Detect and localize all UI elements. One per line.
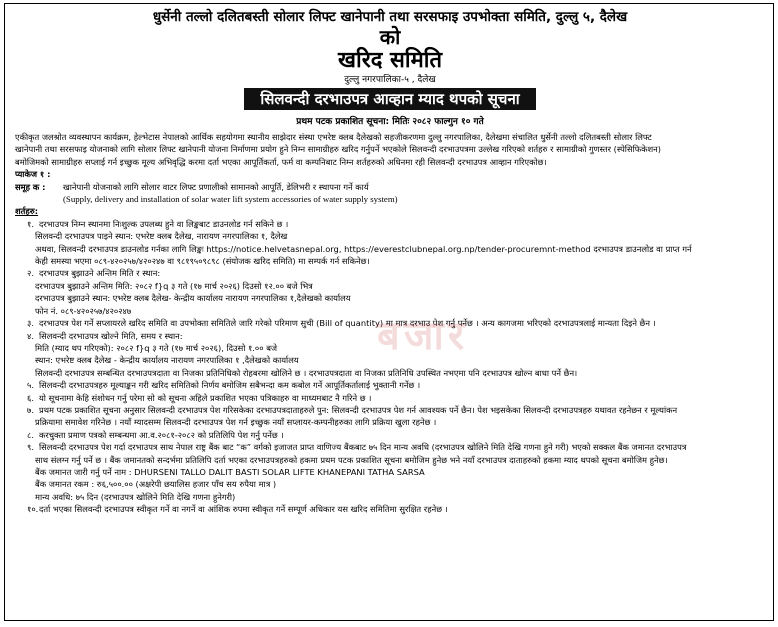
intro-line: खानेपानी तथा सरसफाइ योजनाको लागि सोलार लिफ्ट खानेपानी योजना निर्माणमा प्रयोग हुने निम्न सामाग्रीहरु खरिद गर्नुपर्ने भएकोले सिलवन्दी दरभाउपत्रमा उल्लेख गरिएको शर्तहरु र सामाग्रीको गुणस्तर (स्पेसिफिकेशन) (15, 144, 661, 155)
term-number: १. (27, 218, 34, 229)
intro (15, 131, 765, 168)
term-text: सिलवन्दी दरभाउपत्र पेश गर्दा दरभाउपत्र साथ नेपाल राष्ट्र बैंक बाट “क” वर्गको इजाजत प्राप्त वाणिज्य बैंकबाट ७५ दिन मान्य अवधि (दरभाउपत्र खोलिने मिति देखि गणना हुने गरी) भएको सक्कल बैंक जमानत दरभाउपत्र (39, 442, 687, 453)
term-number: ५. (27, 380, 34, 391)
term-number: २. (27, 268, 34, 279)
term-line: सिलवन्दी दरभाउपत्र सम्बन्धित दरभाउपत्रदाता वा निजका प्रतिनिधिको रोहबरमा खोलिने छ । दरभाउपत्रदाता वा निजका प्रतिनिधि उपस्थित नभएमा पनि दरभाउपत्र खोल्न बाधा पर्ने छैन। (35, 367, 578, 378)
term-line (15, 267, 765, 279)
package-title: प्याकेज १ : (15, 169, 51, 180)
term-line: केही समस्या भएमा ०८९-४२०२५७/४२०२४७ वा ९८१९५०९८९८ (संयोजक खरिद समिति) मा सम्पर्क गर्न सकिनेछ। (35, 256, 370, 267)
term-line (15, 503, 765, 515)
term-text: दरभाउपत्र बुझाउने अन्तिम मिति र स्थान: (39, 268, 161, 279)
term-text: यो सूचनामा केहि संशोधन गर्नु परेमा सो को सूचना अहिले प्रकाशित भएका पत्रिकाहरु वा माध्यमबाट नै गरिने छ । (39, 392, 372, 403)
intro-line: एकीकृत जलश्रोत व्यवस्थापन कार्यक्रम, हेल्भेटास नेपालको आर्थिक सहयोगमा स्थानीय साझेदार संस्था एभरेष्ट क्लब दैलेखको सहजीकरणमा दुल्लु नगरपालिका, दैलेखमा संचालित धुर्सेनी तल्लो दलितबस्ती सोलार लिफ्ट (15, 132, 652, 142)
term-line: स्थान: एभरेष्ट क्लब दैलेख - केन्द्रीय कार्यालय नारायण नगरपालिका १ ,दैलेखको कार्यालय (35, 355, 299, 366)
notice-banner: सिलवन्दी दरभाउपत्र आव्हान म्याद थपको सूचना (244, 88, 535, 110)
term-line: मिति (म्याद थप गरिएको): २०८२ f}q ३ गते (१७ मार्च २०२६), दिउसो १.०० बजे (35, 342, 278, 353)
term-line (15, 441, 765, 453)
term-number: १०. (27, 504, 39, 515)
term-line (15, 218, 765, 230)
first-publication: प्रथम पटक प्रकाशित सूचना: मितिः २०८२ फाल्गुन १० गते (296, 117, 484, 127)
terms-title: शर्तहरु: (15, 206, 39, 217)
term-number: ८. (27, 429, 34, 440)
term-line (15, 379, 765, 391)
org-title: धुर्सेनी तल्लो दलितबस्ती सोलार लिफ्ट खानेपानी तथा सरसफाइ उपभोक्ता समिति, दुल्लु ५, दैलेख (152, 9, 628, 25)
term-line: बैंक जमानत रकम : रु६,५००.०० (अक्षरेपी छयालिस हजार पाँच सय रुपैया मात्र ) (35, 479, 277, 490)
term-text: सिलवन्दी दरभाउपत्र खोल्ने मिति, समय र स्थान: (39, 330, 183, 341)
term-number: ९. (27, 442, 34, 453)
term-line (15, 392, 765, 404)
banner-wrap (15, 88, 765, 110)
term-text: दरभाउपत्र पेश गर्ने सप्लायरले खरिद समिति वा उपभोक्ता समितिले जारि गरेको परिमाण सुची (Bill of quantity) मा मात्र दरभाउ पेश गर्नु पर्नेछ । अन्य कागजमा भरिएको दरभाउपत्रलाई मान्यता दिइने छैन । (39, 318, 656, 329)
term-line (15, 429, 765, 441)
term-line: दरभाउपत्र बुझाउने अन्तिम मिति: २०८२ f}q ३ गते (१७ मार्च २०२६) दिउसो १२.०० बजे भित्र (35, 280, 313, 291)
term-text: करचुक्ता प्रमाण पत्रको सम्बन्धमा आ.व.२०८१-२०८२ को प्रतिलिपि पेश गर्नु पर्नेछ । (39, 429, 284, 440)
term-number: ३. (27, 318, 34, 329)
ko-line: को (379, 25, 401, 49)
notice-page (4, 3, 774, 621)
term-text: दर्ता भएका सिलवन्दी दरभाउपत्र स्वीकृत गर्ने वा नगर्ने वा आंशिक रुपमा स्वीकृत गर्ने सम्पूर्ण अधिकार यस खरिद समितिमा सुरक्षित रहनेछ । (39, 504, 448, 515)
watermark: बजार (377, 313, 469, 359)
term-line: सिलवन्दी दरभाउपत्र पाइने स्थान: एभरेष्ट क्लब दैलेख, नारायण नगरपालिका १, दैलेख (35, 231, 288, 242)
group-text: खानेपानी योजनाको लागि सोलार वाटर लिफ्ट प्रणालीको सामानको आपूर्ति, डेलिभरी र स्थापना गर्ने कार्य (63, 181, 369, 192)
terms-list (15, 218, 765, 516)
term-line: अथवा, सिलवन्दी दरभाउपत्र डाउनलोड गर्नका लागि लिङ्कः https://notice.helvetasnepal.org, https://everestclubnepal.org.np/tender-procuremnt-method दरभाउपत्र डाउनलोड वा प्राप्त गर्न (35, 243, 692, 254)
term-number: ६. (27, 392, 34, 403)
group-row (15, 181, 765, 193)
term-line: फोन नं. ०८९-४२०२५७/४२०२४७ (35, 305, 132, 316)
term-text: दरभाउपत्र निम्न स्थानमा निःशुल्क उपलब्ध हुने वा लिङ्कबाट डाउनलोड गर्न सकिने छ । (39, 218, 289, 229)
address: दुल्लु नगरपालिका-५ , दैलेख (344, 75, 436, 85)
committee-title: खरिद समिति (338, 48, 442, 73)
term-line (15, 404, 765, 416)
term-line: साथ संलग्न गर्नु पर्ने छ । बैंक जमानतको सन्दर्भमा प्रतिलिपि दर्ता भएका दरभाउपत्रहरुको हकमा प्रथम पटक प्रकाशित सूचना बमोजिम हुनेछ भने नयाँ दरभाउपत्र दाताहरुको हकमा म्याद थपको सूचना बमोजिम हुनेछ। (35, 454, 668, 465)
term-line: मान्य अवधि: ७५ दिन (दरभाउपत्र खोलिने मिति देखि गणना हुनेगरी) (35, 491, 236, 502)
term-text: सिलवन्दी दरभाउपत्रहरु मूल्याङ्कन गरी खरिद समितिको निर्णय बमोजिम सबैभन्दा कम कबोल गर्ने आपूर्तिकर्तालाई भुक्तानी गर्नेछ । (39, 380, 421, 391)
group-label: समूह क : (15, 181, 46, 192)
intro-line: बमोजिमको सामाग्रीहरु सप्लाई गर्न इच्छुक मूल्य अभिवृद्धि करमा दर्ता भएका आपूर्तिकर्ता, फर्म वा कम्पनिबाट निम्न शर्तहरुको अधिनमा रही सिलवन्दी दरभाउपत्र आव्हान गरिएकोछ। (15, 156, 547, 167)
term-line: प्रक्रियामा समावेश गरिनेछ । नयाँ म्यादसम्म सिलवन्दी दरभाउपत्र पेश गर्न इच्छुक नयाँ सप्लायर-कम्पनीहरुका लागि प्रक्रिया खुला रहनेछ । (35, 417, 437, 428)
term-line: दरभाउपत्र बुझाउने स्थान: एभरेष्ट क्लब दैलेख- केन्द्रीय कार्यालय नारायण नगरपालिका १,दैलेखको कार्यालय (35, 293, 351, 304)
term-text: प्रथम पटक प्रकाशित सूचना अनुसार सिलवन्दी दरभाउपत्र पेश गरिसकेका दरभाउपत्रदाताहरुले पुन: सिलवन्दी दरभाउपत्र पेश गर्न आवश्यक पर्ने छैन। पेश भइसकेका सिलवन्दी दरभाउपत्रहरु यथावत रहनेछन र मूल्यांकन (39, 404, 678, 415)
term-number: ४. (27, 330, 34, 341)
term-number: ७. (27, 404, 34, 415)
group-english: (Supply, delivery and installation of solar water lift system accessories of water supply system) (63, 194, 398, 205)
term-line: बैंक जमानत जारी गर्नु पर्ने नाम : DHURSENI TALLO DALIT BASTI SOLAR LIFTE KHANEPANI TATHA SARSA (35, 466, 425, 477)
